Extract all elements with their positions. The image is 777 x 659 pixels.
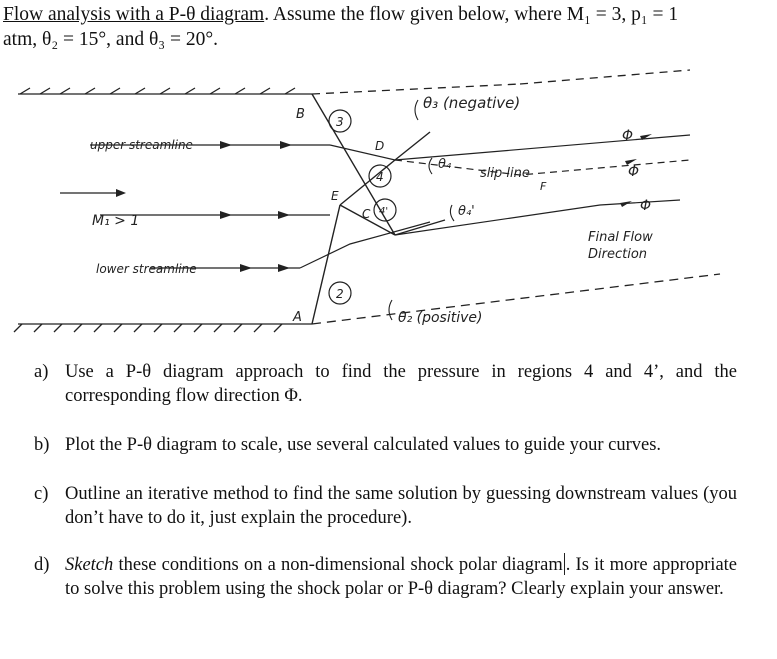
- lower-wall: [14, 274, 720, 332]
- question-d-text-1: these conditions on a non-dimensional shock polar diagram: [113, 555, 563, 575]
- label-C: C: [362, 207, 371, 221]
- intro-text-1: . Assume the flow given below, where M₁ = 3, p₁ = 1: [264, 4, 679, 25]
- question-b-text: Plot the P-θ diagram to scale, use several calculated values to guide your curves.: [65, 435, 662, 455]
- problem-intro: [3, 2, 773, 52]
- label-F: F: [540, 180, 547, 193]
- label-lower-streamline: lower streamline: [96, 262, 197, 276]
- question-a-text: Use a P-θ diagram approach to find the pressure in regions 4 and 4’, and the corresponding flow direction Φ.: [65, 362, 737, 406]
- question-d-label: d): [34, 555, 50, 575]
- question-d-sketch: Sketch: [65, 555, 114, 575]
- label-A: A: [293, 310, 302, 325]
- label-phi-2: Φ: [628, 164, 640, 180]
- label-B: B: [296, 107, 305, 122]
- label-slip-line: slip line: [480, 166, 530, 181]
- question-c-text: Outline an iterative method to find the same solution by guessing downstream values (you don’t have to do it, just explain the procedure).: [65, 484, 737, 528]
- problem-title: Flow analysis with a P-θ diagram: [3, 4, 265, 25]
- label-phi-3: Φ: [640, 198, 652, 214]
- label-region-3: 3: [336, 115, 344, 129]
- question-c-label: c): [34, 484, 49, 504]
- question-b-label: b): [34, 435, 50, 455]
- label-theta4: θ₄: [438, 157, 452, 172]
- question-d-text-2: . Is it more appropriate to solve this problem using the shock polar or P-θ diagram? Clearly explain your answer.: [65, 555, 738, 599]
- label-phi-1: Φ: [622, 128, 634, 144]
- angle-arcs: [389, 100, 454, 320]
- flow-diagram: [0, 60, 777, 350]
- label-upper-streamline: upper streamline: [90, 138, 193, 152]
- label-direction: Direction: [588, 247, 648, 262]
- question-a-label: a): [34, 362, 49, 382]
- label-final-flow: Final Flow: [588, 230, 653, 245]
- upper-wall: [18, 70, 690, 94]
- label-theta4p: θ₄': [458, 204, 475, 219]
- label-region-2: 2: [336, 287, 344, 301]
- label-theta2: θ₂ (positive): [398, 310, 483, 326]
- intro-text-2: atm, θ₂ = 15°, and θ₃ = 20°.: [3, 29, 219, 50]
- arrowheads: [116, 134, 652, 272]
- label-region-4: 4: [376, 170, 384, 184]
- label-region-4p: 4': [379, 206, 389, 217]
- label-theta3: θ₃ (negative): [423, 94, 521, 112]
- label-D: D: [375, 139, 385, 153]
- label-E: E: [331, 189, 339, 203]
- label-mach: M₁ > 1: [92, 213, 140, 229]
- question-d-text: [65, 553, 737, 601]
- text-cursor: [564, 553, 565, 575]
